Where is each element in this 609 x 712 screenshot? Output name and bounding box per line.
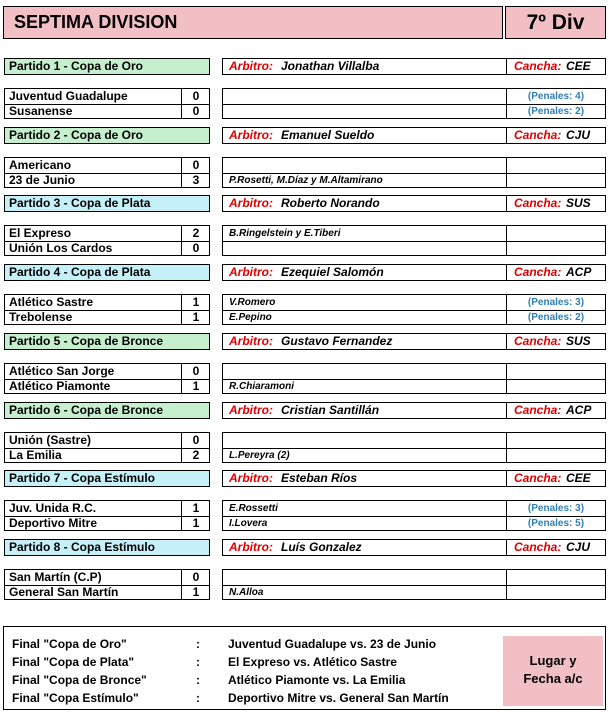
match-block xyxy=(4,195,606,271)
team-score: 1 xyxy=(181,516,210,531)
scorers-row xyxy=(223,89,605,105)
scorers-row xyxy=(223,585,605,600)
final-teams: Juventud Guadalupe vs. 23 de Junio xyxy=(228,637,437,651)
divider xyxy=(506,128,507,143)
scorers-row xyxy=(223,501,605,517)
team-name: Unión (Sastre) xyxy=(9,432,92,447)
field-label: Cancha: xyxy=(514,539,562,554)
referee-name: Gustavo Fernandez xyxy=(281,333,393,348)
scorers-row xyxy=(223,158,605,174)
divider xyxy=(506,540,507,555)
referee-field-bar xyxy=(222,333,606,350)
match-title: Partido 6 - Copa de Bronce xyxy=(4,402,210,419)
match-block xyxy=(4,127,606,203)
team-row xyxy=(5,448,209,463)
team-row xyxy=(5,295,209,311)
division-badge xyxy=(505,6,606,39)
scorers-row xyxy=(223,295,605,311)
team-score: 1 xyxy=(181,295,210,310)
field-label: Cancha: xyxy=(514,59,562,73)
teams-table xyxy=(4,88,210,119)
referee-label: Arbitro: xyxy=(229,265,273,280)
teams-table xyxy=(4,363,210,394)
team-score: 0 xyxy=(181,104,210,119)
teams-table xyxy=(4,225,210,256)
scorers-text: R.Chiaramoni xyxy=(229,380,295,392)
scorers-text: E.Pepino xyxy=(229,312,272,324)
divider xyxy=(506,403,507,418)
team-score: 0 xyxy=(181,364,210,379)
divider xyxy=(506,196,507,211)
referee-field-bar xyxy=(222,402,606,419)
team-name: Trebolense xyxy=(9,310,73,325)
final-teams: El Expreso vs. Atlético Sastre xyxy=(228,655,397,669)
referee-name: Ezequiel Salomón xyxy=(281,265,384,280)
final-teams: Atlético Piamonte vs. La Emilia xyxy=(228,673,406,687)
referee-field-bar xyxy=(222,470,606,487)
team-name: 23 de Junio xyxy=(9,172,76,187)
division-label: 7º Div xyxy=(526,10,585,34)
scorers-text: V.Romero xyxy=(229,297,276,309)
penalties-text: (Penales: 4) xyxy=(527,91,585,102)
match-block xyxy=(4,539,606,615)
final-colon: : xyxy=(196,691,200,705)
field-label: Cancha: xyxy=(514,402,562,417)
divider xyxy=(506,364,507,379)
final-teams: Deportivo Mitre vs. General San Martín xyxy=(228,691,449,705)
divider xyxy=(506,241,507,256)
team-row xyxy=(5,379,209,394)
scorers-row xyxy=(223,433,605,449)
match-block xyxy=(4,470,606,546)
team-name: Americano xyxy=(9,157,72,172)
referee-field-bar xyxy=(222,195,606,212)
field-label: Cancha: xyxy=(514,471,562,486)
team-row xyxy=(5,89,209,105)
team-name: La Emilia xyxy=(9,447,62,462)
divider xyxy=(506,379,507,394)
final-label: Final "Copa Estímulo" xyxy=(12,691,139,705)
venue-line1: Lugar y xyxy=(529,653,577,668)
match-title: Partido 1 - Copa de Oro xyxy=(4,58,210,75)
team-score: 0 xyxy=(181,570,210,585)
match-title: Partido 5 - Copa de Bronce xyxy=(4,333,210,350)
team-row xyxy=(5,570,209,586)
team-score: 0 xyxy=(181,158,210,173)
team-score: 3 xyxy=(181,173,210,188)
scorers-row xyxy=(223,379,605,394)
scorers-table xyxy=(222,294,606,325)
scorers-row xyxy=(223,570,605,586)
page-title xyxy=(3,6,503,39)
divider xyxy=(506,265,507,280)
team-score: 1 xyxy=(181,379,210,394)
team-row xyxy=(5,158,209,174)
referee-label: Arbitro: xyxy=(229,59,273,73)
referee-name: Luís Gonzalez xyxy=(281,539,362,554)
team-row xyxy=(5,173,209,188)
scorers-table xyxy=(222,569,606,600)
teams-table xyxy=(4,432,210,463)
match-block xyxy=(4,264,606,340)
teams-table xyxy=(4,157,210,188)
scorers-table xyxy=(222,88,606,119)
scorers-row xyxy=(223,173,605,188)
referee-field-bar xyxy=(222,58,606,75)
penalties-text: (Penales: 2) xyxy=(527,106,585,117)
team-name: Atlético Piamonte xyxy=(9,378,111,393)
divider xyxy=(506,59,507,74)
team-row xyxy=(5,104,209,119)
final-colon: : xyxy=(196,673,200,687)
penalties-text: (Penales: 2) xyxy=(527,312,585,324)
penalties-text: (Penales: 3) xyxy=(527,503,585,515)
team-row xyxy=(5,433,209,449)
team-row xyxy=(5,364,209,380)
team-name: Susanense xyxy=(9,104,73,118)
match-block xyxy=(4,402,606,478)
penalties-text: (Penales: 3) xyxy=(527,297,585,309)
divider xyxy=(506,471,507,486)
field-code: CJU xyxy=(566,539,591,554)
scorers-row xyxy=(223,241,605,256)
match-block xyxy=(4,58,606,134)
field-code: CJU xyxy=(566,127,591,142)
scorers-text: P.Rosetti, M.Díaz y M.Altamirano xyxy=(229,174,383,186)
team-name: Juventud Guadalupe xyxy=(9,89,128,103)
field-label: Cancha: xyxy=(514,196,562,211)
scorers-text: N.Alloa xyxy=(229,586,264,598)
referee-label: Arbitro: xyxy=(229,333,273,348)
divider xyxy=(506,173,507,188)
referee-name: Esteban Ríos xyxy=(281,471,358,486)
referee-name: Roberto Norando xyxy=(281,196,380,211)
referee-field-bar xyxy=(222,539,606,556)
team-row xyxy=(5,516,209,531)
team-score: 0 xyxy=(181,433,210,448)
referee-label: Arbitro: xyxy=(229,471,273,486)
referee-name: Emanuel Sueldo xyxy=(281,127,375,142)
scorers-text: L.Pereyra (2) xyxy=(229,449,290,461)
divider xyxy=(506,226,507,241)
team-score: 2 xyxy=(181,226,210,241)
team-name: Deportivo Mitre xyxy=(9,516,98,531)
teams-table xyxy=(4,569,210,600)
team-score: 1 xyxy=(181,310,210,325)
venue-date-note xyxy=(503,636,603,706)
field-code: ACP xyxy=(566,402,592,417)
final-label: Final "Copa de Plata" xyxy=(12,655,135,669)
scorers-text: B.Ringelstein y E.Tiberi xyxy=(229,228,341,240)
field-code: CEE xyxy=(566,471,591,486)
field-code: CEE xyxy=(566,59,591,73)
match-title: Partido 3 - Copa de Plata xyxy=(4,195,210,212)
divider xyxy=(506,448,507,463)
final-label: Final "Copa de Oro" xyxy=(12,637,127,651)
scorers-table xyxy=(222,363,606,394)
division-title: SEPTIMA DIVISION xyxy=(14,12,178,32)
match-title: Partido 2 - Copa de Oro xyxy=(4,127,210,144)
field-code: ACP xyxy=(566,265,592,280)
referee-label: Arbitro: xyxy=(229,127,273,142)
team-score: 1 xyxy=(181,501,210,516)
field-label: Cancha: xyxy=(514,127,562,142)
divider xyxy=(506,433,507,448)
divider xyxy=(506,158,507,173)
team-name: Atlético Sastre xyxy=(9,295,94,310)
team-name: Unión Los Cardos xyxy=(9,241,113,256)
team-name: Atlético San Jorge xyxy=(9,363,115,378)
team-row xyxy=(5,585,209,600)
referee-field-bar xyxy=(222,264,606,281)
field-code: SUS xyxy=(566,196,591,211)
divider xyxy=(506,570,507,585)
scorers-table xyxy=(222,225,606,256)
match-block xyxy=(4,333,606,409)
match-title: Partido 4 - Copa de Plata xyxy=(4,264,210,281)
scorers-text: I.Lovera xyxy=(229,518,268,530)
divider xyxy=(506,334,507,349)
scorers-text: E.Rossetti xyxy=(229,503,278,515)
scorers-row xyxy=(223,448,605,463)
referee-field-bar xyxy=(222,127,606,144)
team-name: Juv. Unida R.C. xyxy=(9,501,97,516)
match-title: Partido 7 - Copa Estímulo xyxy=(4,470,210,487)
final-colon: : xyxy=(196,637,200,651)
team-row xyxy=(5,501,209,517)
final-label: Final "Copa de Bronce" xyxy=(12,673,147,687)
team-score: 1 xyxy=(181,585,210,600)
team-score: 0 xyxy=(181,89,210,104)
team-row xyxy=(5,310,209,325)
referee-label: Arbitro: xyxy=(229,196,273,211)
referee-label: Arbitro: xyxy=(229,402,273,417)
venue-line2: Fecha a/c xyxy=(523,671,583,686)
team-row xyxy=(5,241,209,256)
final-colon: : xyxy=(196,655,200,669)
scorers-table xyxy=(222,432,606,463)
divider xyxy=(506,585,507,600)
team-name: General San Martín xyxy=(9,584,119,599)
scorers-row xyxy=(223,226,605,242)
teams-table xyxy=(4,500,210,531)
team-score: 0 xyxy=(181,241,210,256)
scorers-table xyxy=(222,500,606,531)
penalties-text: (Penales: 5) xyxy=(527,518,585,530)
scorers-row xyxy=(223,104,605,119)
teams-table xyxy=(4,294,210,325)
scorers-row xyxy=(223,516,605,531)
team-name: San Martín (C.P) xyxy=(9,569,102,584)
team-score: 2 xyxy=(181,448,210,463)
referee-name: Cristian Santillán xyxy=(281,402,380,417)
team-row xyxy=(5,226,209,242)
scorers-table xyxy=(222,157,606,188)
scorers-row xyxy=(223,310,605,325)
team-name: El Expreso xyxy=(9,226,72,241)
field-label: Cancha: xyxy=(514,333,562,348)
match-title: Partido 8 - Copa Estímulo xyxy=(4,539,210,556)
referee-label: Arbitro: xyxy=(229,539,273,554)
field-code: SUS xyxy=(566,333,591,348)
referee-name: Jonathan Villalba xyxy=(281,59,380,73)
scorers-row xyxy=(223,364,605,380)
field-label: Cancha: xyxy=(514,265,562,280)
